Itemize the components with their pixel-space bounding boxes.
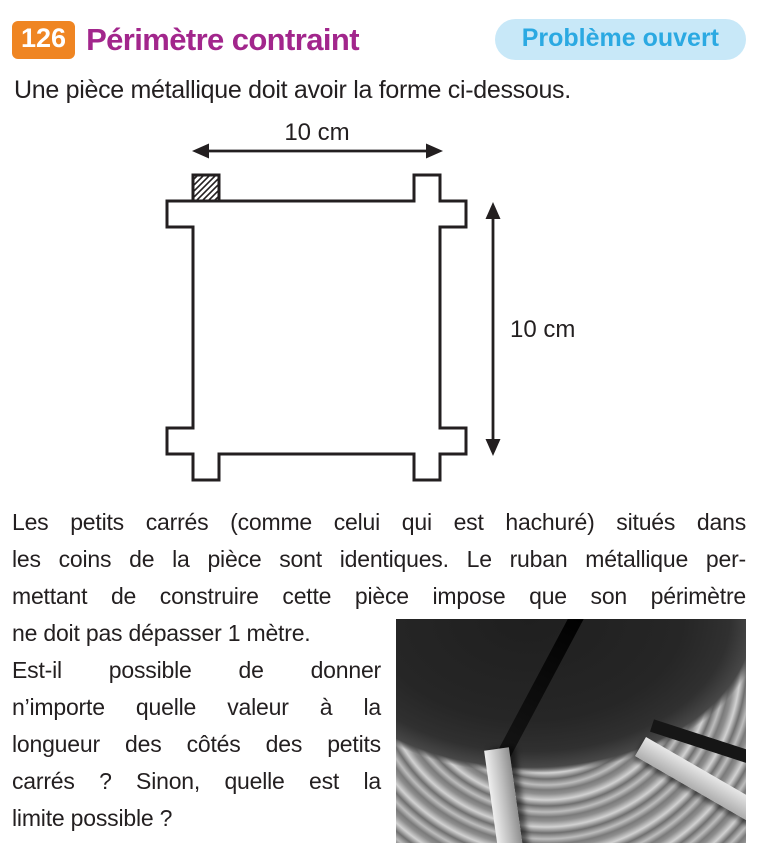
intro-sentence: Une pièce métallique doit avoir la forme ci-dessous. — [14, 76, 571, 104]
arrow-up-head — [486, 202, 501, 219]
problem-type-tag: Problème ouvert — [495, 19, 746, 60]
top-dimension-label: 10 cm — [284, 119, 350, 146]
problem-line: les coins de la pièce sont identiques. Le ruban métallique per- — [12, 546, 746, 572]
problem-line: Les petits carrés (comme celui qui est hachuré) situés dans — [12, 509, 746, 535]
problem-line: Est-il possible de donner — [12, 657, 381, 683]
right-dimension-label: 10 cm — [510, 316, 576, 343]
arrow-left-head — [192, 144, 209, 159]
exercise-number-badge: 126 — [12, 21, 75, 59]
right-dimension-arrow — [486, 202, 501, 456]
problem-statement — [12, 504, 746, 843]
piece-outline — [167, 175, 466, 480]
problem-line: mettant de construire cette pièce impose que son périmètre — [12, 583, 746, 609]
problem-line: carrés ? Sinon, quelle est la — [12, 768, 381, 794]
hatched-corner-square — [193, 175, 219, 201]
coil-dark-center — [396, 619, 746, 843]
shape-diagram — [150, 109, 610, 489]
problem-line: ne doit pas dépasser 1 mètre. — [12, 620, 311, 646]
metal-ribbon-coil-photo — [396, 619, 746, 843]
problem-line: n’importe quelle valeur à la — [12, 694, 381, 720]
problem-line: longueur des côtés des petits — [12, 731, 381, 757]
exercise-header — [12, 19, 746, 60]
exercise-title: Périmètre contraint — [86, 21, 359, 57]
arrow-right-head — [426, 144, 443, 159]
arrow-down-head — [486, 439, 501, 456]
problem-line: limite possible ? — [12, 805, 173, 831]
